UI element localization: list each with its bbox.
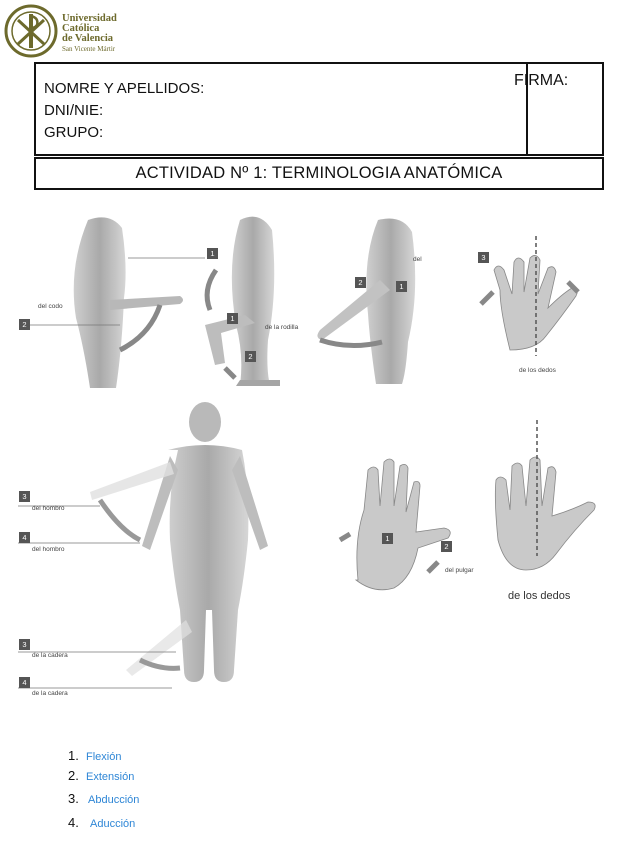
arm-figure [317, 219, 415, 385]
activity-title: ACTIVIDAD Nº 1: TERMINOLOGIA ANATÓMICA [34, 157, 604, 190]
legend-term: Extensión [86, 771, 135, 783]
legend-item [68, 748, 121, 763]
label-shoulder-4: del hombro [32, 546, 65, 553]
label-del: del [413, 256, 422, 263]
university-line-2: Católica [62, 23, 100, 34]
legend-item [68, 815, 135, 830]
marker-knee-1: 1 [227, 313, 238, 324]
legend-term: Flexión [86, 751, 122, 763]
label-fingers-top: de los dedos [519, 367, 556, 374]
fingers-abduction-figure [481, 236, 578, 356]
university-logo-emblem [4, 4, 58, 58]
legend-number: 3. [68, 791, 79, 806]
marker-shoulder-3: 3 [19, 491, 30, 502]
label-shoulder-3: del hombro [32, 505, 65, 512]
label-hip-3: de la cadera [32, 652, 68, 659]
legend-number: 1. [68, 748, 79, 763]
marker-shoulder-4: 4 [19, 532, 30, 543]
marker-elbow-2: 2 [19, 319, 30, 330]
marker-arm-2: 2 [355, 277, 366, 288]
name-field-label: NOMRE Y APELLIDOS: [44, 80, 205, 97]
thumb-figure [340, 459, 450, 590]
legend-item [68, 768, 134, 783]
marker-hip-4: 4 [19, 677, 30, 688]
anatomy-illustration [0, 200, 636, 720]
legend-term: Abducción [88, 794, 140, 806]
full-body-figure [18, 402, 268, 688]
label-elbow: del codo [38, 303, 63, 310]
marker-thumb-1: 1 [382, 533, 393, 544]
marker-arm-1: 1 [396, 281, 407, 292]
label-fingers-bottom: de los dedos [508, 590, 571, 602]
marker-elbow-1: 1 [207, 248, 218, 259]
label-thumb: del pulgar [445, 567, 474, 574]
label-knee: de la rodilla [265, 324, 299, 331]
knee-figure [205, 217, 280, 386]
label-hip-4: de la cadera [32, 690, 68, 697]
university-name [62, 14, 117, 54]
legend-term: Aducción [90, 818, 136, 830]
dni-field-label: DNI/NIE: [44, 102, 104, 119]
legend-number: 4. [68, 815, 79, 830]
university-subline: San Vicente Mártir [62, 45, 116, 53]
university-line-3: de Valencia [62, 33, 114, 44]
fingers-adduction-figure [495, 420, 595, 570]
marker-thumb-2: 2 [441, 541, 452, 552]
marker-hip-3: 3 [19, 639, 30, 650]
legend-number: 2. [68, 768, 79, 783]
signature-label: FIRMA: [514, 72, 569, 89]
legend-item [68, 791, 139, 806]
group-field-label: GRUPO: [44, 124, 104, 141]
marker-knee-2: 2 [245, 351, 256, 362]
marker-hand-3: 3 [478, 252, 489, 263]
university-line-1: Universidad [62, 13, 117, 24]
